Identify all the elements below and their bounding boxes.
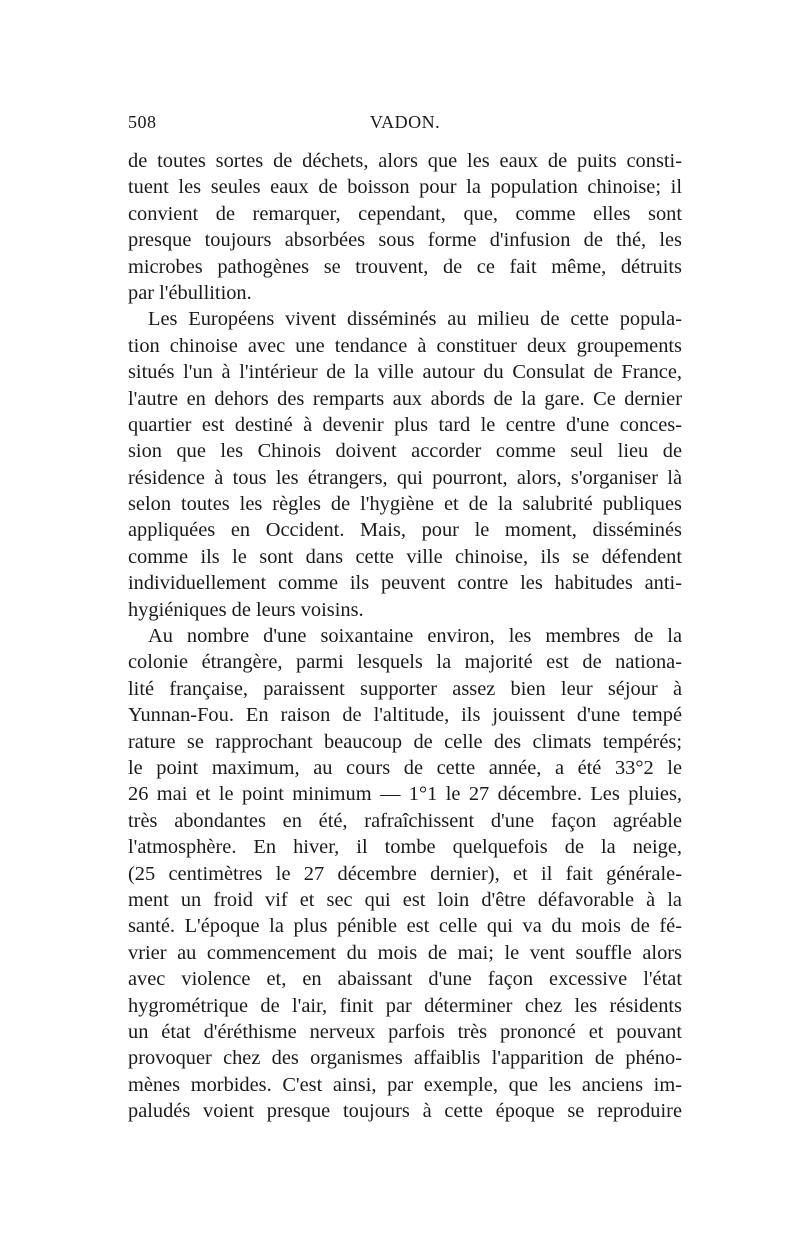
text-line: provoquer chez des organismes affaiblis l'apparition de phéno- — [128, 1047, 682, 1070]
text-line: avec violence et, en abaissant d'une façon excessive l'état — [128, 968, 682, 991]
text-line: lité française, paraissent supporter assez bien leur séjour à — [128, 677, 682, 700]
text-line: selon toutes les règles de l'hygiène et de la salubrité publiques — [128, 493, 682, 516]
text-line: tion chinoise avec une tendance à constituer deux groupements — [128, 334, 682, 357]
text-line: presque toujours absorbées sous forme d'infusion de thé, les — [128, 229, 682, 252]
text-line: santé. L'époque la plus pénible est celle qui va du mois de fé- — [128, 915, 682, 938]
text-line: sion que les Chinois doivent accorder comme seul lieu de — [128, 440, 682, 463]
text-line: quartier est destiné à devenir plus tard le centre d'une conces- — [128, 413, 682, 436]
paragraph — [128, 306, 682, 623]
text-line: de toutes sortes de déchets, alors que les eaux de puits consti- — [128, 150, 682, 172]
text-line: hygrométrique de l'air, finit par déterminer chez les résidents — [128, 994, 682, 1017]
text-line: convient de remarquer, cependant, que, comme elles sont — [128, 202, 682, 225]
text-line: Les Européens vivent disséminés au milieu de cette popula- — [148, 308, 682, 331]
text-line: Au nombre d'une soixantaine environ, les membres de la — [148, 625, 682, 648]
text-line: très abondantes en été, rafraîchissent d'une façon agréable — [128, 809, 682, 832]
text-line: situés l'un à l'intérieur de la ville autour du Consulat de France, — [128, 361, 682, 384]
text-line: individuellement comme ils peuvent contre les habitudes anti- — [128, 572, 682, 595]
page-number: 508 — [128, 112, 157, 132]
text-line: (25 centimètres le 27 décembre dernier), et il fait générale- — [128, 862, 682, 885]
text-line: l'autre en dehors des remparts aux abords de la gare. Ce dernier — [128, 387, 682, 410]
text-line: colonie étrangère, parmi lesquels la majorité est de nationa- — [128, 651, 682, 674]
text-line: tuent les seules eaux de boisson pour la population chinoise; il — [128, 176, 682, 199]
paragraph — [128, 148, 682, 306]
text-line: l'atmosphère. En hiver, il tombe quelquefois de la neige, — [128, 836, 682, 859]
text-line: mènes morbides. C'est ainsi, par exemple, que les anciens im- — [128, 1073, 682, 1096]
text-line: ment un froid vif et sec qui est loin d'être défavorable à la — [128, 888, 682, 911]
text-line: Yunnan-Fou. En raison de l'altitude, ils jouissent d'une tempé — [128, 704, 682, 727]
text-line: un état d'éréthisme nerveux parfois très prononcé et pouvant — [128, 1020, 682, 1043]
text-line: microbes pathogènes se trouvent, de ce fait même, détruits — [128, 255, 682, 278]
body-text — [128, 148, 682, 1124]
text-line: résidence à tous les étrangers, qui pourront, alors, s'organiser là — [128, 466, 682, 489]
text-line: hygiéniques de leurs voisins. — [128, 598, 364, 621]
text-line: vrier au commencement du mois de mai; le vent souffle alors — [128, 941, 682, 964]
book-page — [128, 112, 682, 1124]
text-line: rature se rapprochant beaucoup de celle des climats tempérés; — [128, 730, 682, 753]
running-title: VADON. — [369, 112, 441, 132]
text-line: appliquées en Occident. Mais, pour le moment, disséminés — [128, 519, 682, 542]
text-line: 26 mai et le point minimum — 1°1 le 27 décembre. Les pluies, — [128, 783, 682, 806]
text-line: comme ils le sont dans cette ville chinoise, ils se défendent — [128, 545, 682, 568]
text-line: par l'ébullition. — [128, 281, 252, 304]
paragraph — [128, 623, 682, 1124]
text-line: paludés voient presque toujours à cette époque se reproduire — [128, 1100, 682, 1123]
text-line: le point maximum, au cours de cette année, a été 33°2 le — [128, 756, 682, 779]
running-head — [128, 112, 682, 142]
